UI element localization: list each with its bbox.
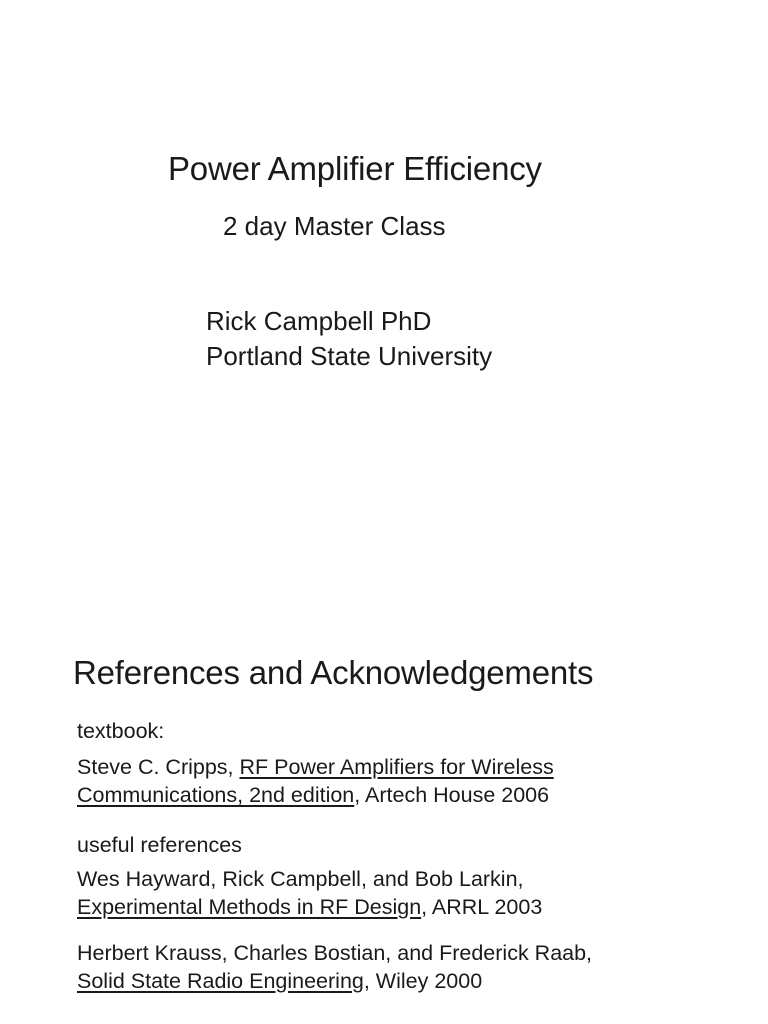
textbook-reference-line2 [77,781,554,809]
reference-title-line [77,967,592,995]
reference-title: Solid State Radio Engineering [77,969,364,993]
textbook-authors: Steve C. Cripps, [77,755,240,779]
textbook-reference [77,753,554,809]
references-heading: References and Acknowledgements [73,654,594,691]
author-name: Rick Campbell PhD [206,306,432,336]
reference-item [77,939,592,995]
reference-title: Experimental Methods in RF Design [77,895,422,919]
reference-title-line [77,893,542,921]
textbook-title-line1: RF Power Amplifiers for Wireless [239,755,554,779]
textbook-publisher: , Artech House 2006 [354,783,550,807]
textbook-title-line2: Communications, 2nd edition [77,783,355,807]
author-block [206,304,492,374]
textbook-label: textbook: [77,719,165,743]
slide-subtitle: 2 day Master Class [223,211,446,241]
reference-authors: Herbert Krauss, Charles Bostian, and Frederick Raab, [77,941,593,965]
reference-item [77,865,542,921]
slide-title: Power Amplifier Efficiency [168,150,542,187]
reference-publisher: , Wiley 2000 [363,969,483,993]
author-affiliation: Portland State University [206,341,493,371]
reference-publisher: , ARRL 2003 [421,895,543,919]
reference-authors: Wes Hayward, Rick Campbell, and Bob Larkin, [77,867,524,891]
useful-references-label: useful references [77,833,242,857]
textbook-reference-line1 [77,753,554,781]
